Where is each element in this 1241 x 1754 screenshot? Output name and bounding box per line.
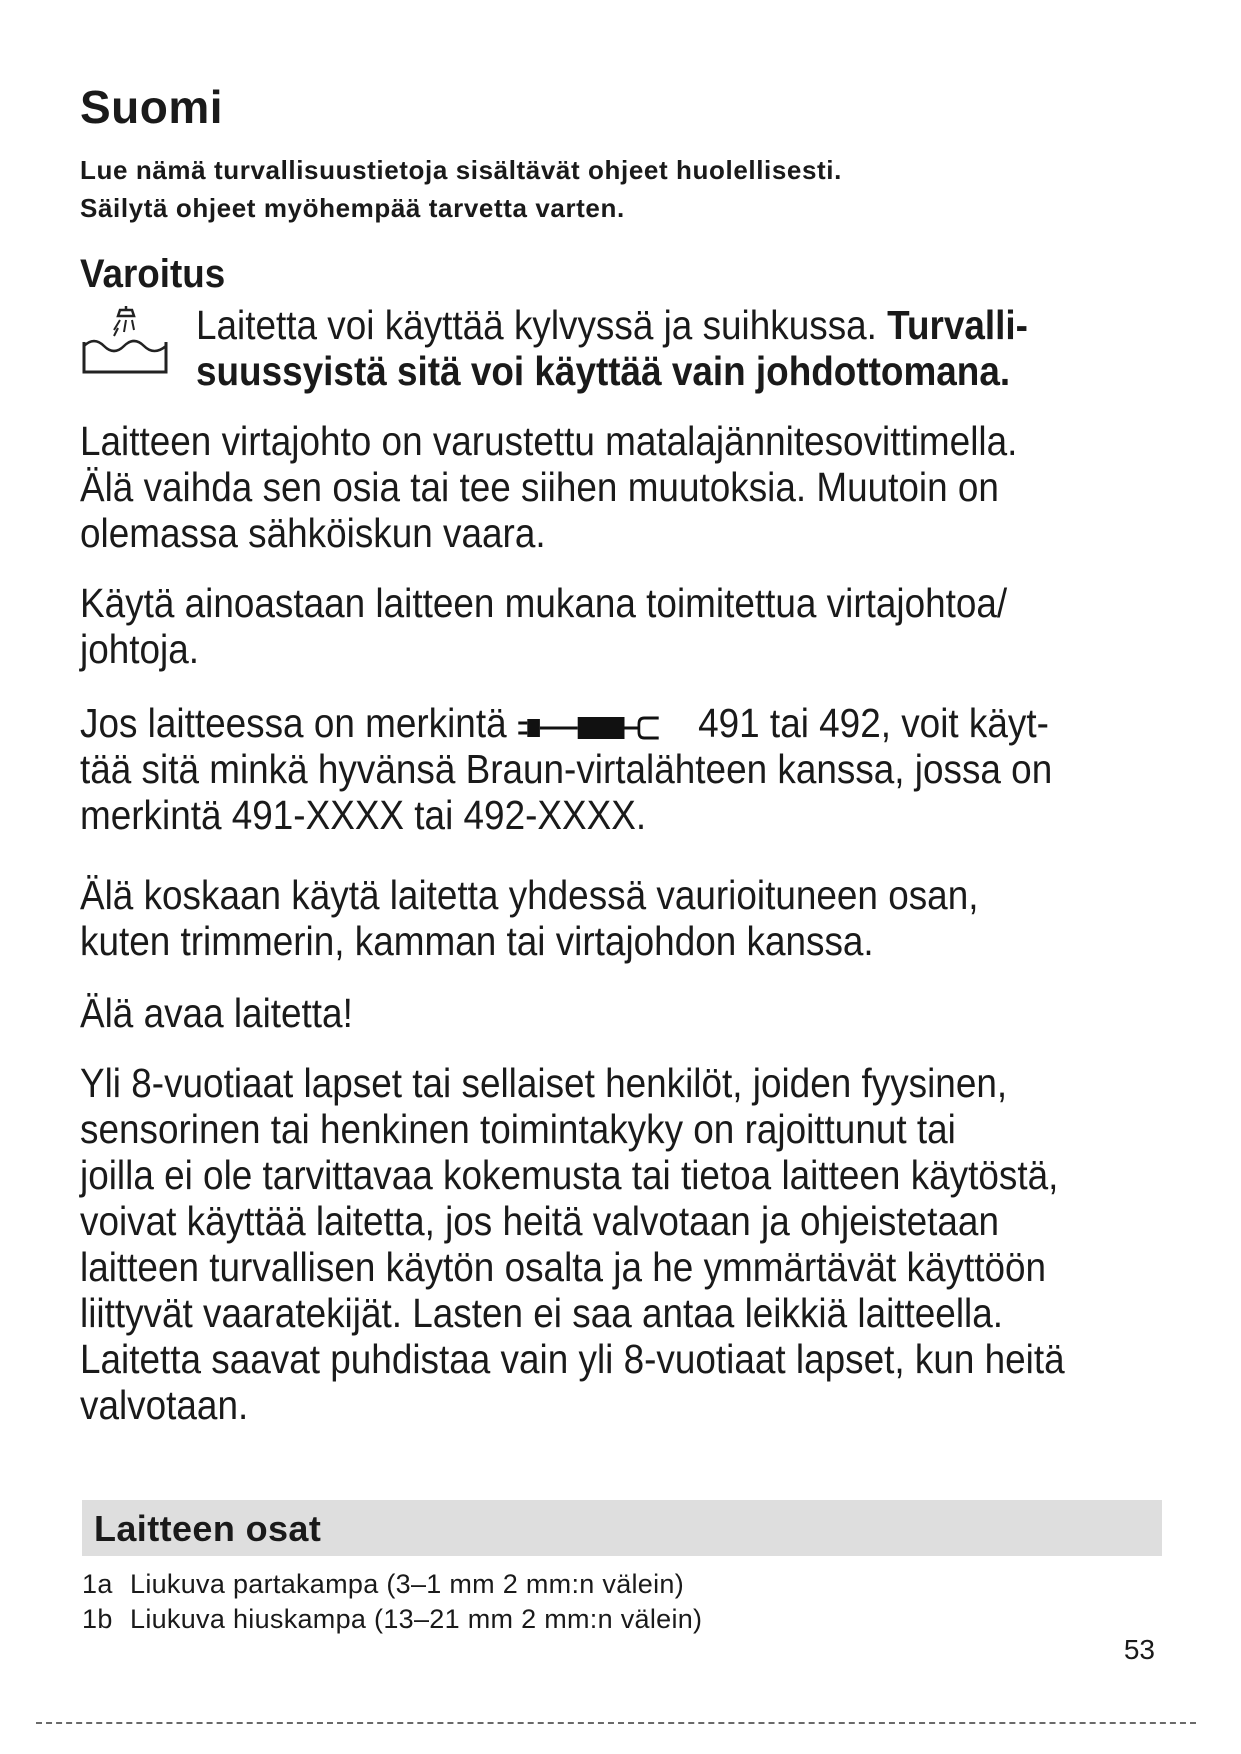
- bath-shower-icon: [80, 306, 170, 378]
- paragraph-line: Laitetta saavat puhdistaa vain yli 8-vuotiaat lapset, kun heitä: [80, 1336, 1065, 1382]
- warning-bold-text-1: Turvalli-: [887, 302, 1028, 348]
- paragraph-adapter: [80, 418, 1017, 556]
- paragraph-line: Yli 8-vuotiaat lapset tai sellaiset henkilöt, joiden fyysinen,: [80, 1060, 1008, 1106]
- power-adapter-symbol-icon: [517, 713, 688, 743]
- warning-bold-text-2: suussyistä sitä voi käyttää vain johdottomana.: [196, 348, 1011, 394]
- warning-normal-text: Laitetta voi käyttää kylvyssä ja suihkussa.: [196, 302, 888, 348]
- paragraph-line: kuten trimmerin, kamman tai virtajohdon kanssa.: [80, 918, 874, 964]
- page-number: 53: [1123, 1634, 1155, 1665]
- intro-line-2: Säilytä ohjeet myöhempää tarvetta varten.: [80, 193, 625, 223]
- warning-text: [196, 302, 1078, 394]
- paragraph-line: Älä avaa laitetta!: [80, 990, 353, 1036]
- paragraph-line: tää sitä minkä hyvänsä Braun-virtalähteen kanssa, jossa on: [80, 746, 1053, 792]
- paragraph-cord: [80, 580, 1007, 672]
- paragraph-line: valvotaan.: [80, 1382, 249, 1428]
- page-bottom-rule: [36, 1722, 1196, 1724]
- section-title: Laitteen osat: [94, 1508, 322, 1549]
- paragraph-line: voivat käyttää laitetta, jos heitä valvotaan ja ohjeistetaan: [80, 1198, 999, 1244]
- paragraph-line: Älä vaihda sen osia tai tee siihen muutoksia. Muutoin on: [80, 464, 999, 510]
- paragraph-line: liittyvät vaaratekijät. Lasten ei saa antaa leikkiä laitteella.: [80, 1290, 1004, 1336]
- intro-line-1: Lue nämä turvallisuustietoja sisältävät ohjeet huolellisesti.: [80, 155, 842, 185]
- paragraph-marking: [80, 700, 1052, 838]
- paragraph-line: Käytä ainoastaan laitteen mukana toimitettua virtajohtoa/: [80, 580, 1008, 626]
- section-header-bar: [82, 1500, 1162, 1556]
- intro-text: [80, 151, 842, 227]
- paragraph-line: Älä koskaan käytä laitetta yhdessä vaurioituneen osan,: [80, 872, 979, 918]
- warning-heading: Varoitus: [80, 252, 226, 296]
- paragraph-line: johtoja.: [80, 626, 199, 672]
- paragraph-line: 491 tai 492, voit käyt-: [687, 700, 1049, 746]
- page-title: Suomi: [80, 81, 224, 133]
- paragraph-children: [80, 1060, 1065, 1428]
- list-item: [82, 1567, 702, 1602]
- parts-list: [82, 1567, 702, 1637]
- part-number: 1b: [82, 1604, 113, 1634]
- paragraph-line: sensorinen tai henkinen toimintakyky on rajoittunut tai: [80, 1106, 956, 1152]
- paragraph-line: Laitteen virtajohto on varustettu matalajännitesovittimella.: [80, 418, 1018, 464]
- paragraph-line: merkintä 491-XXXX tai 492-XXXX.: [80, 792, 647, 838]
- part-description: Liukuva hiuskampa (13–21 mm 2 mm:n välein): [130, 1604, 703, 1634]
- part-number: 1a: [82, 1569, 113, 1599]
- paragraph-line: olemassa sähköiskun vaara.: [80, 510, 546, 556]
- part-description: Liukuva partakampa (3–1 mm 2 mm:n välein): [130, 1569, 685, 1599]
- paragraph-line: joilla ei ole tarvittavaa kokemusta tai tietoa laitteen käytöstä,: [80, 1152, 1059, 1198]
- paragraph-line: laitteen turvallisen käytön osalta ja he ymmärtävät käyttöön: [80, 1244, 1047, 1290]
- paragraph-do-not-open: [80, 990, 353, 1036]
- list-item: [82, 1602, 702, 1637]
- paragraph-line: Jos laitteessa on merkintä: [80, 700, 517, 746]
- paragraph-damaged: [80, 872, 978, 964]
